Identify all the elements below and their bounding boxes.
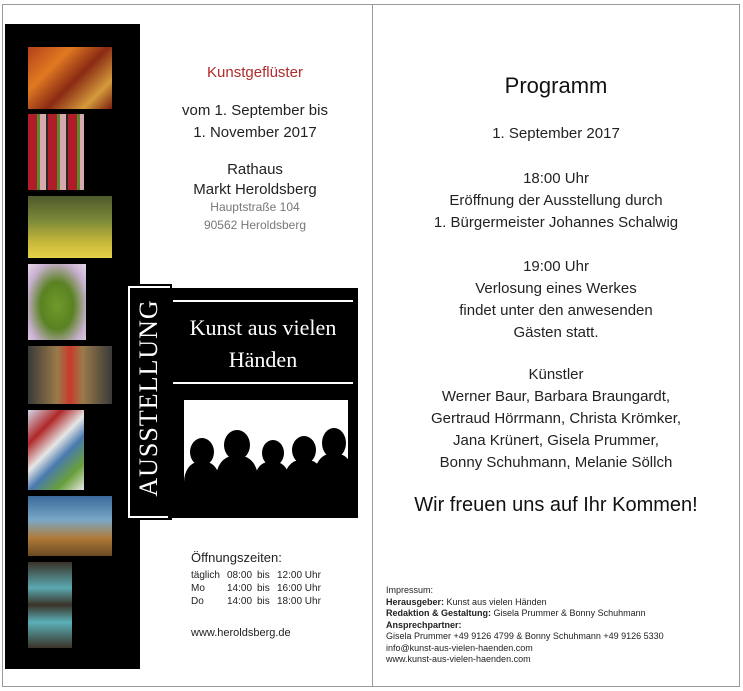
impressum-email[interactable]: info@kunst-aus-vielen-haenden.com (386, 642, 533, 653)
artists-section (372, 364, 740, 474)
program-text: 1. Bürgermeister Johannes Schalwig (433, 214, 679, 231)
vertical-label-text: AUSSTELLUNG (134, 299, 163, 497)
hours-bis: bis (257, 570, 270, 581)
event-title-box (168, 288, 358, 518)
hours-to: 12:00 Uhr (277, 570, 321, 581)
hours-bis: bis (257, 596, 270, 607)
artwork-thumbnail (28, 114, 84, 190)
impressum-contact-label: Ansprechpartner: (386, 619, 462, 630)
hours-row (191, 582, 321, 595)
artists-line: Bonny Schuhmann, Melanie Söllch (439, 454, 673, 471)
hours-day: täglich (191, 570, 220, 581)
artwork-thumbnail (28, 496, 112, 556)
impressum-contact: Gisela Prummer +49 9126 4799 & Bonny Schuhmann +49 9126 5330 (386, 631, 664, 641)
address-line: Hauptstraße 104 (210, 200, 300, 214)
impressum-field-label: Redaktion & Gestaltung: (386, 608, 492, 618)
website-link[interactable]: www.heroldsberg.de (191, 627, 291, 639)
opening-hours-title: Öffnungszeiten: (191, 550, 282, 565)
silhouette-body (184, 462, 220, 510)
venue-line: Rathaus (227, 161, 283, 178)
exhibition-dates (150, 100, 360, 144)
hours-to: 16:00 Uhr (277, 583, 321, 594)
event-title-frame (173, 300, 353, 384)
date-line: vom 1. September bis (182, 102, 328, 119)
impressum-value: Gisela Prummer & Bonny Schuhmann (493, 608, 646, 618)
program-text: Verlosung eines Werkes (475, 280, 637, 297)
hours-from: 08:00 (227, 570, 253, 581)
event-title-line: Kunst aus vielen (189, 315, 337, 340)
program-text: Gästen statt. (513, 324, 599, 341)
exhibition-name: Kunstgeflüster (207, 64, 303, 81)
fold-divider (372, 4, 373, 687)
artwork-thumbnail (28, 47, 112, 109)
artists-line: Jana Krünert, Gisela Prummer, (453, 432, 659, 449)
impressum-editing (386, 608, 664, 620)
impressum-website[interactable]: www.kunst-aus-vielen-haenden.com (386, 654, 531, 664)
event-title (173, 312, 353, 376)
hours-to: 18:00 Uhr (277, 596, 321, 607)
artwork-thumbnail (28, 264, 86, 340)
artwork-thumbnail (28, 346, 112, 404)
impressum-value: Kunst aus vielen Händen (446, 596, 547, 607)
exhibition-vertical-label (128, 286, 170, 518)
hours-row (191, 569, 321, 582)
program-item-opening (372, 168, 740, 234)
venue-line: Markt Heroldsberg (193, 181, 317, 198)
artwork-strip (5, 24, 140, 669)
artists-line: Gertraud Hörrmann, Christa Krömker, (430, 410, 682, 427)
opening-hours-table (191, 569, 321, 608)
event-title-line: Händen (228, 347, 298, 372)
program-time: 18:00 Uhr (523, 170, 589, 187)
closing-message: Wir freuen uns auf Ihr Kommen! (414, 494, 698, 516)
silhouette-body (216, 456, 258, 510)
artists-title: Künstler (528, 366, 584, 383)
artwork-thumbnail (28, 410, 84, 490)
hours-row (191, 595, 321, 608)
address-line: 90562 Heroldsberg (203, 218, 307, 232)
impressum-publisher (386, 597, 664, 609)
venue-address (150, 198, 360, 234)
impressum (386, 585, 664, 666)
program-text: findet unter den anwesenden (459, 302, 653, 319)
program-heading: Programm (504, 73, 608, 98)
artwork-thumbnail (28, 196, 112, 258)
silhouette-body (314, 454, 348, 510)
program-time: 19:00 Uhr (523, 258, 589, 275)
hours-day: Mo (191, 583, 205, 594)
hours-from: 14:00 (227, 596, 253, 607)
program-date: 1. September 2017 (492, 125, 620, 142)
hours-bis: bis (257, 583, 270, 594)
hours-from: 14:00 (227, 583, 253, 594)
hours-day: Do (191, 596, 204, 607)
date-line: 1. November 2017 (193, 124, 317, 141)
artists-line: Werner Baur, Barbara Braungardt, (441, 388, 671, 405)
people-silhouette-image (184, 400, 348, 510)
program-item-raffle (372, 256, 740, 344)
impressum-field-label: Herausgeber: (386, 596, 445, 607)
venue (150, 160, 360, 200)
impressum-label: Impressum: (386, 585, 434, 595)
artwork-thumbnail (28, 562, 72, 648)
program-text: Eröffnung der Ausstellung durch (449, 192, 663, 209)
